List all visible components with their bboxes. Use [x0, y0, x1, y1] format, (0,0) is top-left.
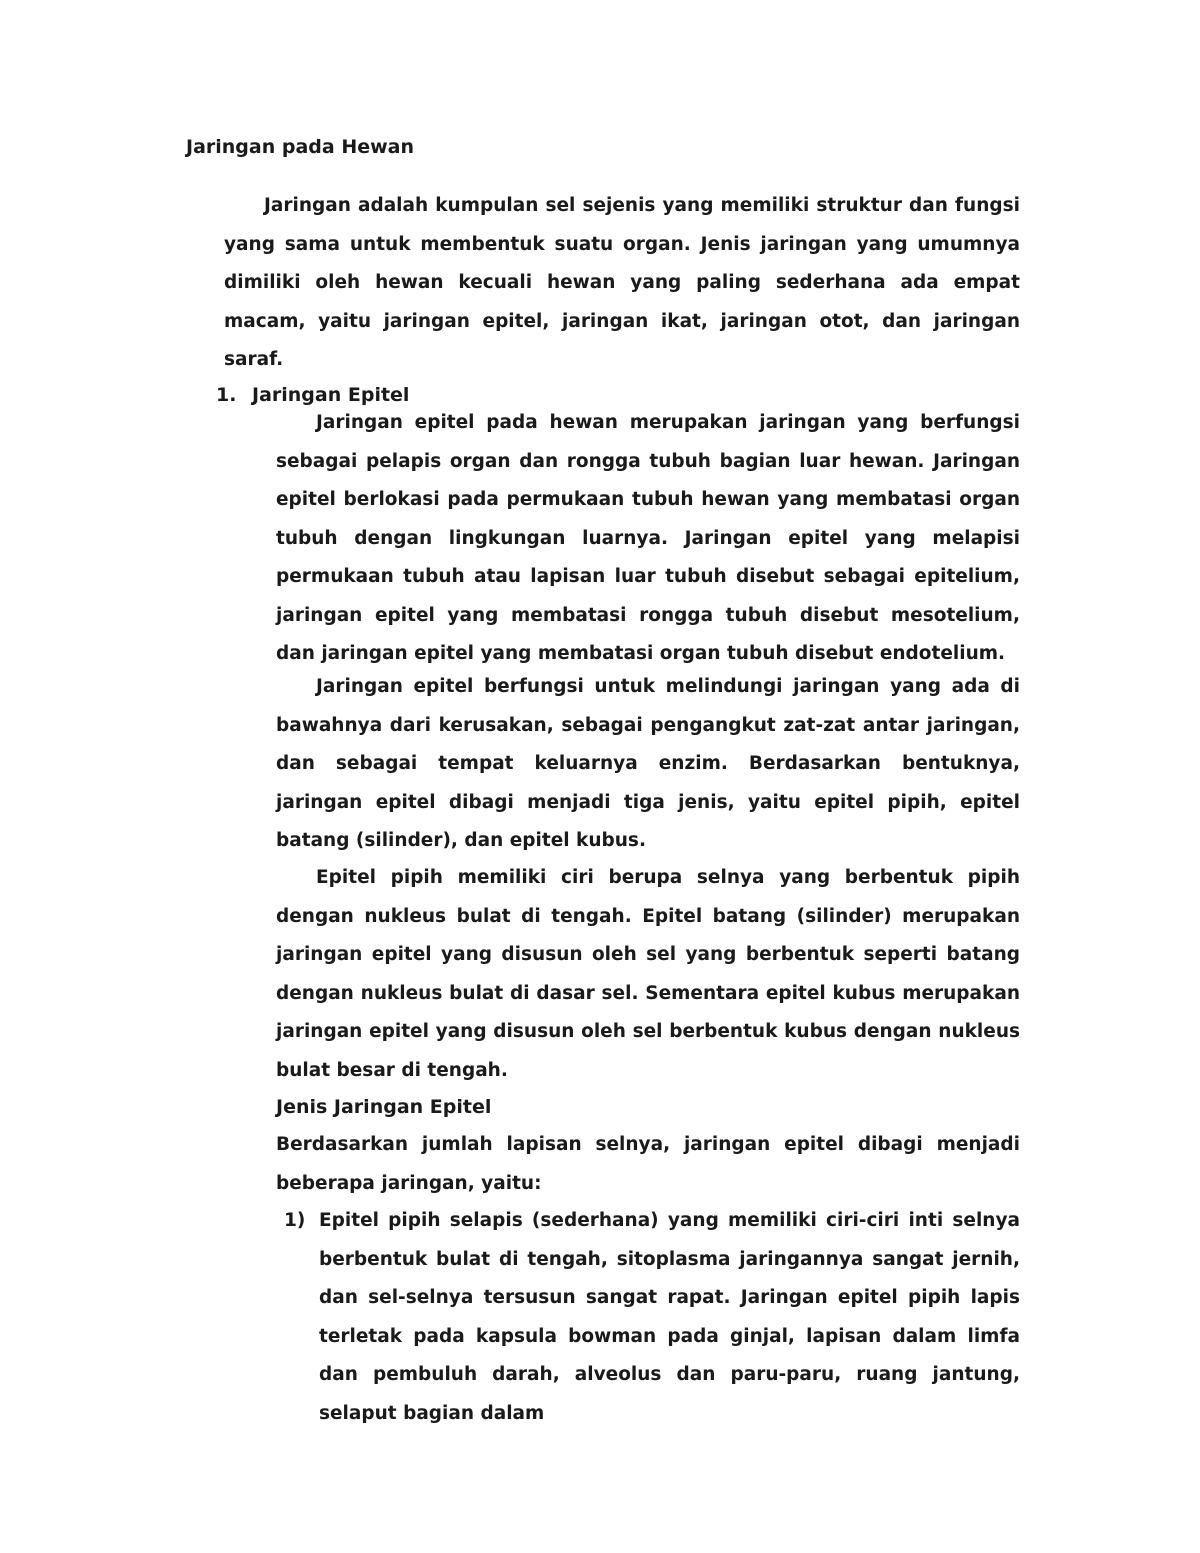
epitel-paragraph-3: Epitel pipih memiliki ciri berupa selnya yang berbentuk pipih dengan nukleus bulat di tengah. Epitel batang (silinder) merupakan jaringan epitel yang disusun oleh sel yang berbentuk seperti batang dengan nukleus bulat di dasar sel. Sementara epitel kubus merupakan jaringan epitel yang disusun oleh sel berbentuk kubus dengan nukleus bulat besar di tengah.: [276, 867, 1020, 1081]
section-heading-text: Jaringan Epitel: [252, 384, 410, 406]
list-item-text: Epitel pipih selapis (sederhana) yang memiliki ciri-ciri inti selnya berbentuk bulat di tengah, sitoplasma jaringannya sangat jernih, dan sel-selnya tersusun sangat rapat. Jaringan epitel pipih lapis terletak pada kapsula bowman pada ginjal, lapisan dalam limfa dan pembuluh darah, alveolus dan paru-paru, ruang jantung, selaput bagian dalam: [319, 1210, 1020, 1424]
epitel-paragraph-1: Jaringan epitel pada hewan merupakan jaringan yang berfungsi sebagai pelapis organ dan rongga tubuh bagian luar hewan. Jaringan epitel berlokasi pada permukaan tubuh hewan yang membatasi organ tubuh dengan lingkungan luarnya. Jaringan epitel yang melapisi permukaan tubuh atau lapisan luar tubuh disebut sebagai epitelium, jaringan epitel yang membatasi rongga tubuh disebut mesotelium, dan jaringan epitel yang membatasi organ tubuh disebut endotelium.: [276, 412, 1020, 664]
list-item-number: 1): [284, 1210, 306, 1231]
epitel-paragraph-2: Jaringan epitel berfungsi untuk melindungi jaringan yang ada di bawahnya dari kerusakan, sebagai pengangkut zat-zat antar jaringan, dan sebagai tempat keluarnya enzim. Berdasarkan bentuknya, jaringan epitel dibagi menjadi tiga jenis, yaitu epitel pipih, epitel batang (silinder), dan epitel kubus.: [276, 676, 1020, 851]
list-item: [276, 1202, 1020, 1433]
subsection-intro: Berdasarkan jumlah lapisan selnya, jaringan epitel dibagi menjadi beberapa jaringan, yaitu:: [276, 1134, 1020, 1194]
document-title: Jaringan pada Hewan: [186, 136, 415, 158]
subsection-heading: Jenis Jaringan Epitel: [276, 1096, 492, 1118]
section-number: 1.: [216, 384, 237, 406]
intro-paragraph: Jaringan adalah kumpulan sel sejenis yang memiliki struktur dan fungsi yang sama untuk membentuk suatu organ. Jenis jaringan yang umumnya dimiliki oleh hewan kecuali hewan yang paling sederhana ada empat macam, yaitu jaringan epitel, jaringan ikat, jaringan otot, dan jaringan saraf.: [224, 195, 1020, 370]
